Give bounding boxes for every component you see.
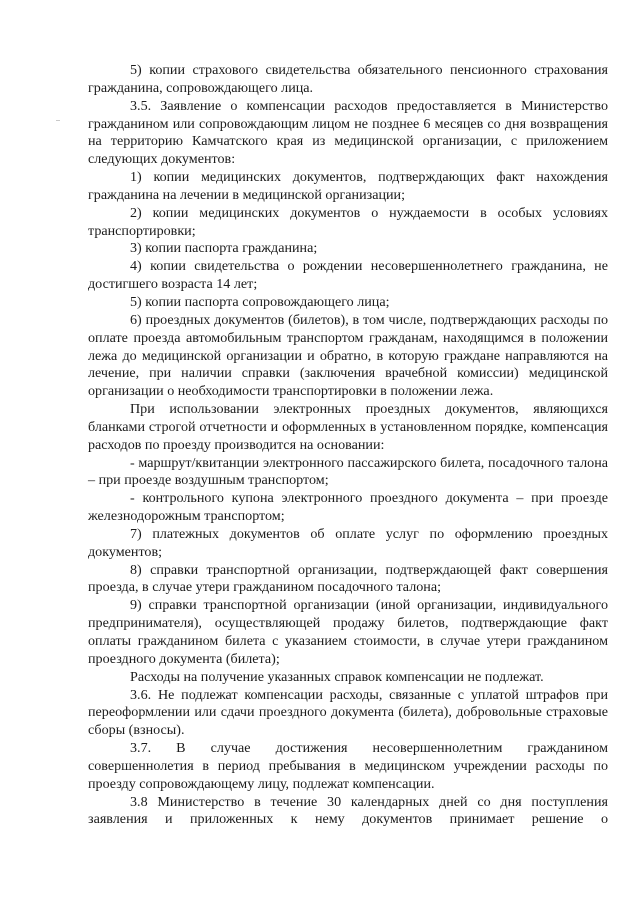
- paragraph-item-7: 7) платежных документов об оплате услуг по оформлению проездных документов;: [88, 525, 608, 560]
- paragraph-item-5: 5) копии паспорта сопровождающего лица;: [130, 293, 390, 310]
- paragraph-item-1: 1) копии медицинских документов, подтверждающих факт нахождения гражданина на лечении в медицинской организации;: [88, 169, 608, 203]
- paragraph-item-2: 2) копии медицинских документов о нуждаемости в особых условиях транспортировки;: [88, 204, 608, 239]
- paragraph-clause-3-8: 3.8 Министерство в течение 30 календарных дней со дня поступления заявления и приложенных к нему документов принимает решение о: [88, 793, 608, 828]
- paragraph-electronic-documents: При использовании электронных проездных документов, являющихся бланками строгой отчетности и оформленных в установленном порядке, компенсация расходов по проезду производится на основании:: [88, 401, 608, 453]
- paragraph-clause-3-6: 3.6. Не подлежат компенсации расходы, связанные с уплатой штрафов при переоформлении или сдачи проездного документа (билета), добровольные страховые сборы (взносы).: [88, 686, 608, 739]
- document-page: [88, 62, 608, 829]
- paragraph-certificates-note: Расходы на получение указанных справок компенсации не подлежат.: [130, 668, 544, 685]
- paragraph-item-3: 3) копии паспорта гражданина;: [130, 240, 318, 257]
- paragraph-bullet-air: - маршрут/квитанции электронного пассажирского билета, посадочного талона – при проезде воздушным транспортом;: [88, 454, 608, 489]
- paragraph-item-9: 9) справки транспортной организации (иной организации, индивидуального предпринимателя), осуществляющей продажу билетов, подтверждающие факт оплаты гражданином билета с указанием стоимости, в случае утери гражданином проездного документа (билета);: [88, 597, 608, 667]
- paragraph-item-6: 6) проездных документов (билетов), в том числе, подтверждающих расходы по оплате проезда автомобильным транспортом гражданам, находящимся в положении лежа до медицинской организации и обратно, в которую граждане направляются на лечение, при наличии справки (заключения врачебной комиссии) медицинской организации о необходимости транспортировки в положении лежа.: [88, 311, 608, 400]
- paragraph-item-5-insurance: 5) копии страхового свидетельства обязательного пенсионного страхования гражданина, сопровождающего лица.: [88, 62, 608, 96]
- margin-mark: [56, 120, 60, 121]
- paragraph-item-4: 4) копии свидетельства о рождении несовершеннолетнего гражданина, не достигшего возраста 14 лет;: [88, 258, 608, 293]
- paragraph-item-8: 8) справки транспортной организации, подтверждающей факт совершения проезда, в случае утери гражданином посадочного талона;: [88, 561, 608, 596]
- paragraph-clause-3-7: 3.7. В случае достижения несовершеннолетним гражданином совершеннолетия в период пребывания в медицинском учреждении расходы по проезду сопровождающему лицу, подлежат компенсации.: [88, 740, 608, 792]
- paragraph-clause-3-5: 3.5. Заявление о компенсации расходов предоставляется в Министерство гражданином или сопровождающим лицом не позднее 6 месяцев со дня возвращения на территорию Камчатского края из медицинской организации, с приложением следующих документов:: [88, 97, 608, 168]
- paragraph-bullet-rail: - контрольного купона электронного проездного документа – при проезде железнодорожным транспортом;: [88, 490, 608, 525]
